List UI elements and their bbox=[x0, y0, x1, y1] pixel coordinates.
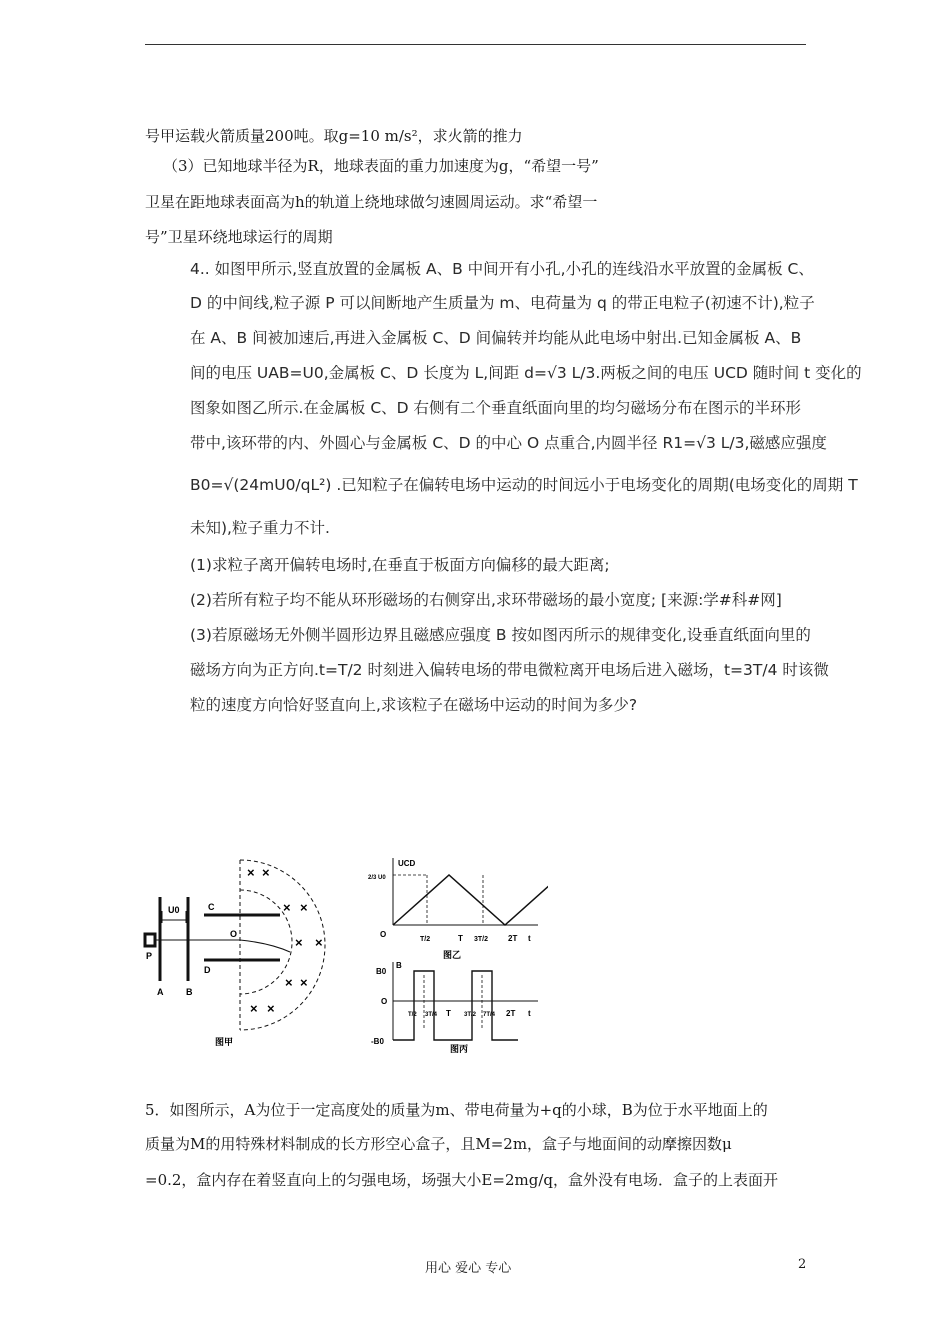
q4-line: 磁场方向为正方向.t=T/2 时刻进入偏转电场的带电微粒离开电场后进入磁场，t=3T/4 时该微 bbox=[190, 661, 829, 679]
footer-slogan: 用心 爱心 专心 bbox=[425, 1261, 512, 1276]
field-cross: × bbox=[283, 900, 291, 915]
x-tick-label: 3T/2 bbox=[474, 936, 489, 943]
q5-line-1: 5．如图所示，A为位于一定高度处的质量为m、带电荷量为+q的小球，B为位于水平地面上的 bbox=[145, 1101, 768, 1119]
x-tick-label: 2T bbox=[506, 1009, 516, 1018]
x-axis-label: t bbox=[528, 1009, 531, 1018]
q4-line: 在 A、B 间被加速后,再进入金属板 C、D 间偏转并均能从此电场中射出.已知金属板 A、B bbox=[190, 329, 802, 347]
field-cross: × bbox=[262, 865, 270, 880]
b-series-line bbox=[393, 971, 518, 1040]
header-rule bbox=[145, 44, 806, 45]
x-tick-label: 7T/4 bbox=[483, 1012, 496, 1018]
q4-line: 粒的速度方向恰好竖直向上,求该粒子在磁场中运动的时间为多少? bbox=[190, 696, 638, 714]
x-tick-label: T/2 bbox=[408, 1012, 417, 1018]
q4-line: (3)若原磁场无外侧半圆形边界且磁感应强度 B 按如图丙所示的规律变化,设垂直纸面向里的 bbox=[190, 626, 811, 644]
q4-line: 带中,该环带的内、外圆心与金属板 C、D 的中心 O 点重合,内圆半径 R1=√3 L/3,磁感应强度 bbox=[190, 434, 827, 452]
label-c: C bbox=[208, 902, 215, 912]
field-cross: × bbox=[300, 975, 308, 990]
q4-line: 图象如图乙所示.在金属板 C、D 右侧有二个垂直纸面向里的均匀磁场分布在图示的半环形 bbox=[190, 399, 802, 417]
field-cross: × bbox=[250, 1001, 258, 1016]
q5-line-3: =0.2，盒内存在着竖直向上的匀强电场，场强大小E=2mg/q，盒外没有电场．盒子的上表面开 bbox=[145, 1171, 778, 1189]
field-cross: × bbox=[267, 1001, 275, 1016]
q3-line-1: 号甲运载火箭质量200吨。取g=10 m/s²，求火箭的推力 bbox=[145, 127, 523, 145]
y-tick-label: B0 bbox=[376, 967, 387, 976]
label-o: O bbox=[230, 929, 238, 939]
y-axis-label: UCD bbox=[398, 859, 416, 868]
q3-line-3: 卫星在距地球表面高为h的轨道上绕地球做匀速圆周运动。求“希望一 bbox=[145, 193, 598, 211]
x-tick-label: 3T/4 bbox=[425, 1012, 438, 1018]
y-tick-label: O bbox=[381, 997, 388, 1006]
y-tick-label: -B0 bbox=[371, 1037, 384, 1046]
q4-line: 4.. 如图甲所示,竖直放置的金属板 A、B 中间开有小孔,小孔的连线沿水平放置的金属板 C、 bbox=[190, 260, 814, 278]
caption-bing: 图丙 bbox=[450, 1044, 469, 1054]
q4-line: D 的中间线,粒子源 P 可以间断地产生质量为 m、电荷量为 q 的带正电粒子(初速不计),粒子 bbox=[190, 294, 815, 312]
origin-label: O bbox=[380, 930, 387, 939]
label-u0: U0 bbox=[168, 905, 180, 915]
q3-line-2: （3）已知地球半径为R，地球表面的重力加速度为g，“希望一号” bbox=[163, 157, 599, 175]
x-tick-label: T/2 bbox=[420, 936, 431, 943]
label-a: A bbox=[157, 987, 164, 997]
page-number: 2 bbox=[798, 1257, 807, 1272]
x-tick-label: T bbox=[458, 934, 463, 943]
q4-line: 间的电压 UAB=U0,金属板 C、D 长度为 L,间距 d=√3 L/3.两板之间的电压 UCD 随时间 t 变化的 bbox=[190, 364, 862, 382]
figure-jia bbox=[140, 855, 350, 1055]
q4-line: (1)求粒子离开偏转电场时,在垂直于板面方向偏移的最大距离; bbox=[190, 556, 610, 574]
x-axis-label: t bbox=[528, 934, 531, 943]
field-cross: × bbox=[315, 935, 323, 950]
label-d: D bbox=[204, 965, 211, 975]
x-tick-label: 3T/2 bbox=[464, 1012, 477, 1018]
q4-line: B0=√(24mU0/qL²) .已知粒子在偏转电场中运动的时间远小于电场变化的周期(电场变化的周期 T bbox=[190, 476, 858, 494]
q5-line-2: 质量为M的用特殊材料制成的长方形空心盒子，且M=2m，盒子与地面间的动摩擦因数μ bbox=[145, 1135, 732, 1153]
field-cross: × bbox=[300, 900, 308, 915]
caption-jia: 图甲 bbox=[215, 1037, 234, 1047]
x-tick-label: 2T bbox=[508, 934, 518, 943]
label-p: P bbox=[146, 951, 153, 961]
label-b: B bbox=[186, 987, 193, 997]
field-cross: × bbox=[285, 975, 293, 990]
y-tick-label: 2/3 U0 bbox=[368, 875, 386, 881]
x-tick-label: T bbox=[446, 1009, 451, 1018]
caption-yi: 图乙 bbox=[443, 950, 462, 960]
q4-line: 未知),粒子重力不计. bbox=[190, 519, 330, 537]
field-cross: × bbox=[295, 935, 303, 950]
figure-bing bbox=[368, 960, 548, 1055]
ucd-series-line bbox=[393, 875, 548, 925]
q3-line-4: 号”卫星环绕地球运行的周期 bbox=[145, 228, 333, 246]
q4-line: (2)若所有粒子均不能从环形磁场的右侧穿出,求环带磁场的最小宽度; [来源:学#科#网] bbox=[190, 591, 782, 609]
figure-yi bbox=[368, 855, 548, 965]
field-cross: × bbox=[247, 865, 255, 880]
y-axis-label: B bbox=[396, 961, 402, 970]
